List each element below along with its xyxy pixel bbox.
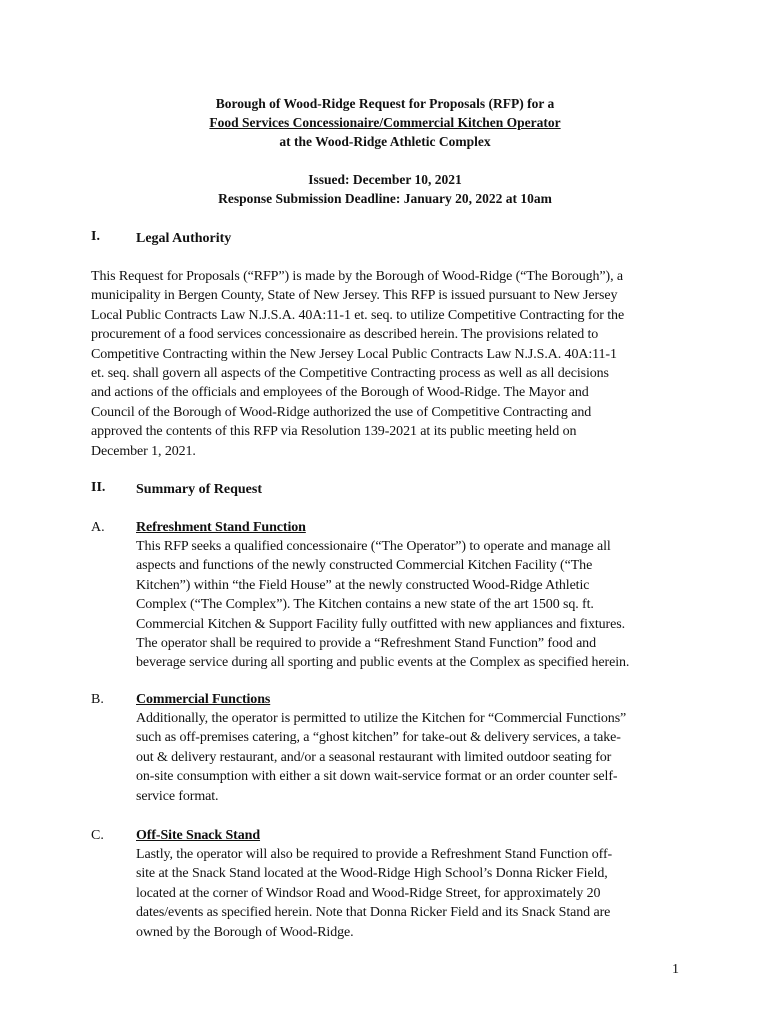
section-1-line: Council of the Borough of Wood-Ridge authorized the use of Competitive Contracting and	[91, 404, 592, 420]
item-a-letter: A.	[91, 520, 105, 535]
item-c-body	[136, 845, 612, 942]
title-line-2	[0, 113, 770, 132]
item-a-line: This RFP seeks a qualified concessionaire (“The Operator”) to operate and manage all	[136, 539, 611, 554]
item-a-title: Refreshment Stand Function	[136, 520, 306, 535]
issued-date: Issued: December 10, 2021	[308, 172, 462, 187]
section-1-line: and actions of the officials and employees of the Borough of Wood-Ridge. The Mayor and	[91, 385, 589, 401]
item-c	[136, 826, 612, 942]
section-1-line: procurement of a food services concessionaire as described herein. The provisions related to	[91, 327, 599, 343]
item-b-body	[136, 709, 626, 806]
section-1-line: et. seq. shall govern all aspects of the Competitive Contracting process as well as all decisions	[91, 366, 609, 382]
item-c-line: Lastly, the operator will also be required to provide a Refreshment Stand Function off-	[136, 847, 613, 862]
item-b-line: on-site consumption with either a sit down wait-service format or an order counter self-	[136, 769, 618, 785]
item-b-line: out & delivery restaurant, and/or a seasonal restaurant with limited outdoor seating for	[136, 749, 612, 765]
item-b-line: such as off-premises catering, a “ghost kitchen” for take-out & delivery services, a take-	[136, 730, 621, 746]
item-a-body	[136, 537, 629, 673]
section-1-line: Local Public Contracts Law N.J.S.A. 40A:11-1 et. seq. to utilize Competitive Contracting for the	[91, 307, 625, 323]
item-a-line: Kitchen”) within “the Field House” at the newly constructed Wood-Ridge Athletic	[136, 577, 590, 593]
item-c-line: owned by the Borough of Wood-Ridge.	[136, 924, 354, 940]
item-a	[136, 518, 629, 673]
item-c-line: site at the Snack Stand located at the Wood-Ridge High School’s Donna Ricker Field,	[136, 866, 608, 882]
item-c-line: dates/events as specified herein. Note that Donna Ricker Field and its Snack Stand are	[136, 905, 611, 921]
section-2-heading: Summary of Request	[136, 482, 262, 497]
item-c-title: Off-Site Snack Stand	[136, 828, 261, 843]
item-a-line: aspects and functions of the newly constructed Commercial Kitchen Facility (“The	[136, 558, 593, 574]
item-b-line: service format.	[136, 788, 219, 804]
section-1-line: municipality in Bergen County, State of New Jersey. This RFP is issued pursuant to New Jersey	[91, 288, 618, 304]
item-c-letter: C.	[91, 828, 104, 843]
section-1-line: Competitive Contracting within the New Jersey Local Public Contracts Law N.J.S.A. 40A:11-1	[91, 346, 617, 362]
title-line-1: Borough of Wood-Ridge Request for Proposals (RFP) for a	[215, 96, 555, 111]
item-a-line: beverage service during all sporting and public events at the Complex as specified herein.	[136, 655, 630, 671]
section-2-numeral: II.	[91, 480, 106, 495]
item-b-title: Commercial Functions	[136, 692, 271, 707]
page-number: 1	[672, 962, 679, 977]
title-line-3: at the Wood-Ridge Athletic Complex	[279, 134, 491, 149]
item-a-line: The operator shall be required to provide a “Refreshment Stand Function” food and	[136, 636, 596, 652]
section-1-heading: Legal Authority	[136, 231, 232, 246]
item-b	[136, 690, 626, 806]
section-1-line: December 1, 2021.	[91, 443, 196, 459]
item-b-line: Additionally, the operator is permitted to utilize the Kitchen for “Commercial Functions”	[136, 711, 627, 726]
item-a-line: Complex (“The Complex”). The Kitchen contains a new state of the art 1500 sq. ft.	[136, 597, 594, 613]
section-1-body	[91, 267, 624, 461]
item-c-line: located at the corner of Windsor Road and Wood-Ridge Street, for approximately 20	[136, 885, 601, 901]
section-1-line: approved the contents of this RFP via Resolution 139-2021 at its public meeting held on	[91, 424, 577, 440]
title-line-2-text: Food Services Concessionaire/Commercial Kitchen Operator	[209, 115, 561, 130]
section-1-numeral: I.	[91, 229, 100, 244]
section-1-line: This Request for Proposals (“RFP”) is made by the Borough of Wood-Ridge (“The Borough”), a	[91, 269, 624, 284]
item-b-letter: B.	[91, 692, 104, 707]
item-a-line: Commercial Kitchen & Support Facility fully outfitted with new appliances and fixtures.	[136, 616, 625, 632]
submission-deadline: Response Submission Deadline: January 20, 2022 at 10am	[218, 191, 552, 206]
